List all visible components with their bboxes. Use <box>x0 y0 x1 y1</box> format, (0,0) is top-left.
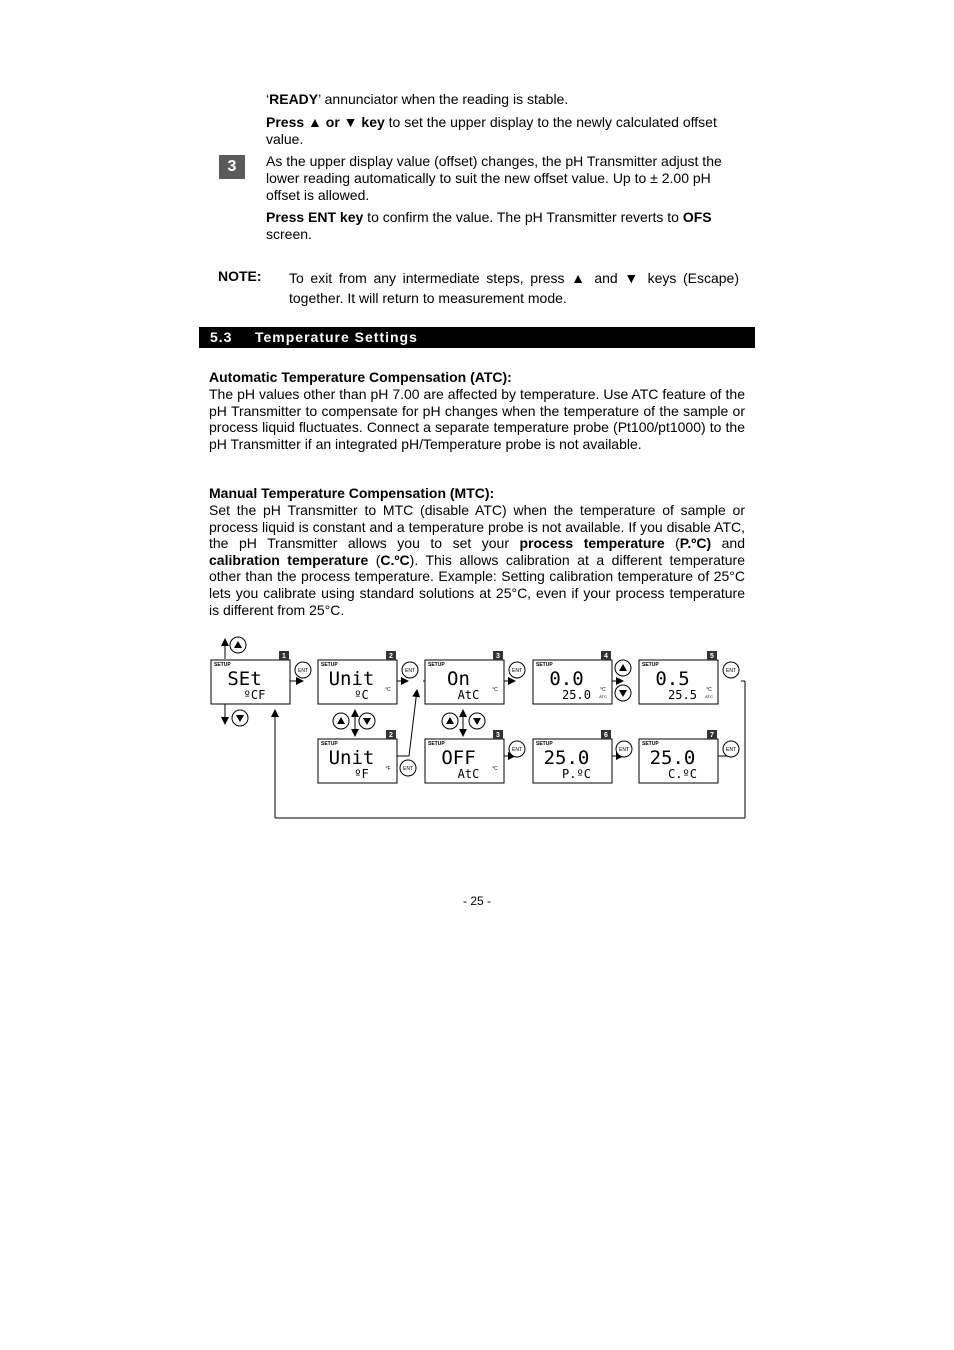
ent-button-label: ENT <box>512 747 522 753</box>
lcd-sub-value: AtC <box>457 767 480 781</box>
note-text: To exit from any intermediate steps, press ▲ and ▼ keys (Escape) together. It will return to measurement mode. <box>289 270 739 306</box>
ent-button-label: ENT <box>298 668 308 674</box>
mtc-t4: ( <box>368 551 381 568</box>
offset-paragraph: As the upper display value (offset) changes, the pH Transmitter adjust the lower reading automatically to suit the new offset value. Up to ± 2.00 pH offset is allowed. <box>266 153 722 203</box>
lcd-screen-9 <box>639 730 718 783</box>
lcd-screen-1 <box>211 651 290 704</box>
down-arrow-button-2 <box>232 710 248 726</box>
mtc-body <box>209 502 745 618</box>
step-number: 6 <box>604 732 608 739</box>
step-number: 1 <box>282 653 286 660</box>
up-arrow-button-1 <box>230 637 246 653</box>
lcd-atc-small: ATC <box>599 694 607 699</box>
ent-rest: to confirm the value. The pH Transmitter reverts to <box>363 209 683 225</box>
setup-label: SETUP <box>214 662 231 668</box>
ent-button-6 <box>509 741 525 757</box>
ent-button-8 <box>723 741 739 757</box>
lcd-main-value: 25.0 <box>543 747 590 769</box>
mtc-t2: ( <box>664 535 680 552</box>
lcd-unit: °C <box>385 687 391 693</box>
temperature-setup-flow-diagram <box>205 630 755 825</box>
lcd-unit: °F <box>385 766 391 772</box>
lcd-screen-5 <box>639 651 718 704</box>
ready-quote: ‘ <box>266 91 270 107</box>
lcd-main-value: SEt <box>227 668 262 690</box>
lcd-main-value: Unit <box>328 747 375 769</box>
ent-button-3 <box>509 662 525 678</box>
mtc-t5: ). This allows calibration at a different temperature other than the process temperature. Example: Setting calibration temperature of 25°C lets you calibrate using standard solutions at 25°C, even if your process temperature is different from 25°C. <box>209 551 745 618</box>
setup-label: SETUP <box>428 741 445 747</box>
ent-button-label: ENT <box>405 668 415 674</box>
mtc-calibration-temperature: calibration temperature <box>209 551 369 568</box>
page-number: - 25 - <box>462 894 491 908</box>
ent-button-2 <box>402 662 418 678</box>
lcd-unit: °C <box>706 687 712 693</box>
atc-heading: Automatic Temperature Compensation (ATC): <box>209 369 512 385</box>
down-arrow-button-4 <box>359 713 375 729</box>
ent-button-label: ENT <box>512 668 522 674</box>
ent-button-5 <box>400 760 416 776</box>
ent-button-1 <box>295 662 311 678</box>
lcd-sub-value: AtC <box>457 688 480 702</box>
ent-end: screen. <box>266 226 312 242</box>
lcd-main-value: 25.0 <box>649 747 696 769</box>
step-number: 2 <box>389 732 393 739</box>
setup-label: SETUP <box>536 662 553 668</box>
up-arrow-button-7 <box>615 660 631 676</box>
lcd-main-value: 0.0 <box>549 668 584 690</box>
step-number: 7 <box>710 732 714 739</box>
ent-button-label: ENT <box>403 766 413 772</box>
lcd-screen-3 <box>425 651 504 704</box>
atc-body: The pH values other than pH 7.00 are affected by temperature. Use ATC feature of the pH Transmitter to compensate for pH changes when the temperature of the sample or process liquid fluctuates. Connect a separate temperature probe (Pt100/pt1000) to the pH Transmitter if an integrated pH/Temperature probe is not available. <box>209 386 745 452</box>
mtc-c-c: C.ºC <box>380 551 410 568</box>
lcd-screen-4 <box>533 651 612 704</box>
lcd-screen-8 <box>533 730 612 783</box>
setup-label: SETUP <box>321 662 338 668</box>
step-number: 2 <box>389 653 393 660</box>
setup-label: SETUP <box>642 741 659 747</box>
setup-label: SETUP <box>642 662 659 668</box>
mtc-p-c: P.ºC) <box>679 535 712 552</box>
press-keys-rest: to set the upper display to the newly calculated offset value. <box>266 114 717 147</box>
ent-ofs: OFS <box>682 209 712 225</box>
lcd-sub-value: ºF <box>354 767 369 781</box>
press-keys-bold: Press ▲ or ▼ key <box>266 114 385 130</box>
ent-button-label: ENT <box>726 668 736 674</box>
mtc-heading: Manual Temperature Compensation (MTC): <box>209 485 495 501</box>
lcd-sub-value: ºCF <box>243 688 266 702</box>
up-arrow-button-3 <box>333 713 349 729</box>
ent-button-7 <box>616 741 632 757</box>
setup-label: SETUP <box>536 741 553 747</box>
ready-line <box>266 91 746 108</box>
ready-word: READY <box>269 91 319 107</box>
lcd-main-value: Unit <box>328 668 375 690</box>
lcd-main-value: OFF <box>441 747 476 769</box>
step-number: 3 <box>496 653 500 660</box>
mtc-t3: and <box>711 535 745 552</box>
lcd-main-value: 0.5 <box>655 668 690 690</box>
lcd-main-value: On <box>447 668 470 690</box>
step-number: 3 <box>496 732 500 739</box>
down-arrow-button-8 <box>615 685 631 701</box>
setup-label: SETUP <box>428 662 445 668</box>
mtc-t1: Set the pH Transmitter to MTC (disable ATC) when the temperature of sample or process liquid is constant and a temperature probe is not available. If you disable ATC, the pH Transmitter allows you to set your <box>209 502 745 552</box>
ent-paragraph <box>266 209 746 243</box>
ent-bold: Press ENT key <box>266 209 364 225</box>
lcd-unit: °C <box>492 687 498 693</box>
press-keys-paragraph <box>266 114 746 148</box>
lcd-screen-2 <box>318 651 397 704</box>
note-label: NOTE: <box>218 268 262 284</box>
step-number: 4 <box>604 653 608 660</box>
lcd-sub-value: C.ºC <box>668 767 697 781</box>
section-number: 5.3 <box>210 329 233 345</box>
up-arrow-button-5 <box>442 713 458 729</box>
ent-button-label: ENT <box>726 747 736 753</box>
lcd-sub-value: ºC <box>354 688 369 702</box>
lcd-unit: °C <box>600 687 606 693</box>
step-number: 5 <box>710 653 714 660</box>
lcd-screen-6 <box>318 730 397 783</box>
section-header <box>199 327 755 348</box>
lcd-atc-small: ATC <box>705 694 713 699</box>
ent-button-label: ENT <box>619 747 629 753</box>
lcd-unit: °C <box>492 766 498 772</box>
section-title: Temperature Settings <box>255 329 418 345</box>
step-3-badge: 3 <box>219 155 245 179</box>
ready-rest: ’ annunciator when the reading is stable. <box>318 91 569 107</box>
lcd-sub-value: 25.0 <box>562 688 591 702</box>
setup-label: SETUP <box>321 741 338 747</box>
lcd-sub-value: 25.5 <box>668 688 697 702</box>
lcd-sub-value: P.ºC <box>562 767 591 781</box>
mtc-process-temperature: process temperature <box>519 535 665 552</box>
lcd-screen-7 <box>425 730 504 783</box>
ent-button-4 <box>723 662 739 678</box>
down-arrow-button-6 <box>469 713 485 729</box>
